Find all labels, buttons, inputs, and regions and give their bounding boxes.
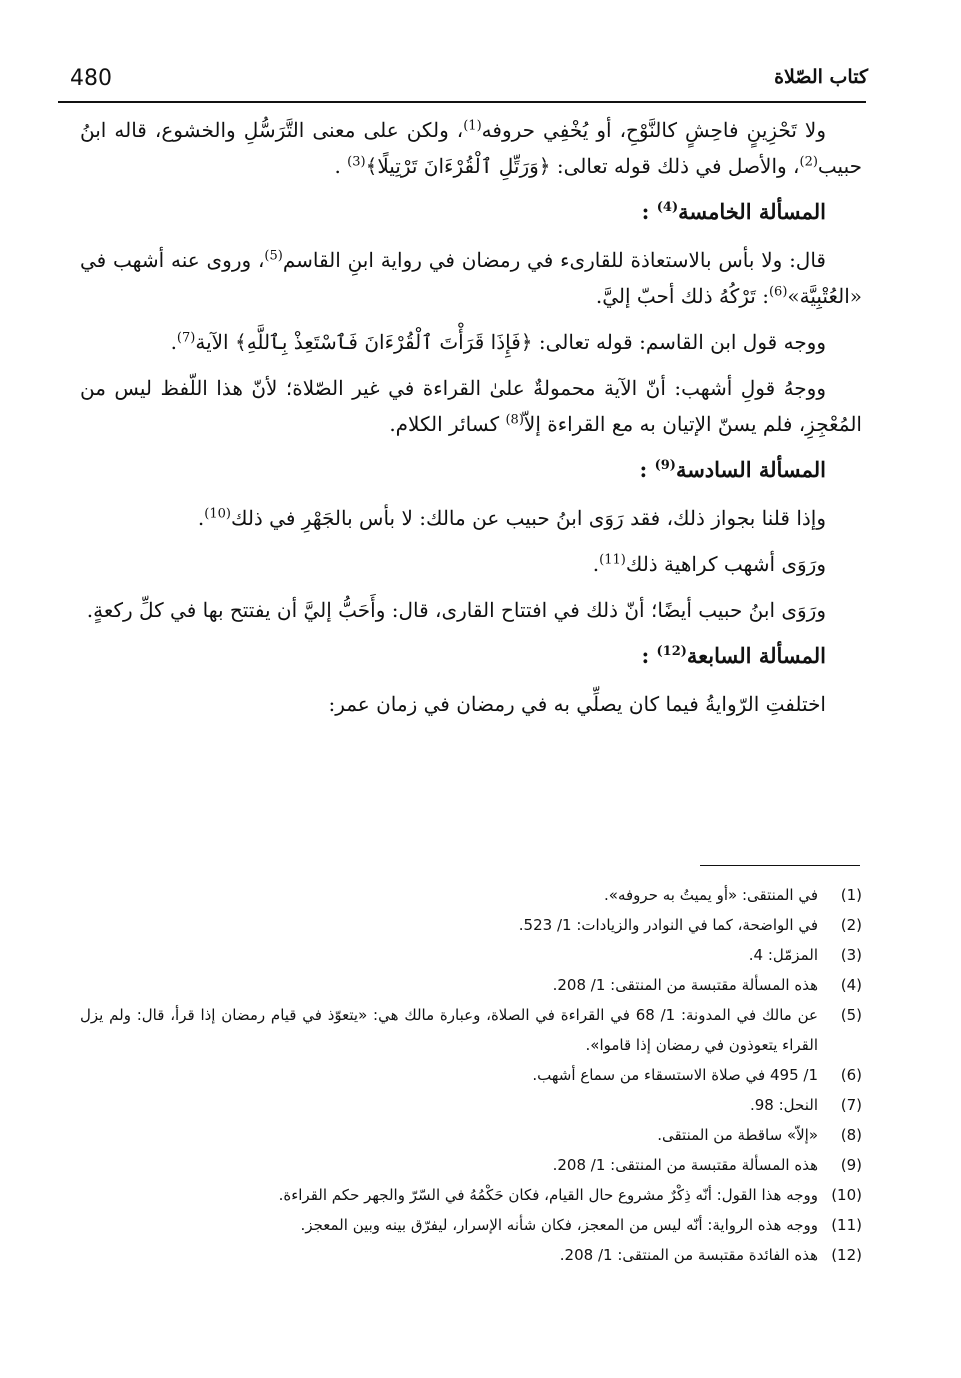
text-span: اختلفتِ الرّوايةُ فيما كان يصلِّي به في رمضان في زمان عمر: bbox=[328, 692, 826, 716]
footnote-text: المزمّل: 4. bbox=[748, 946, 818, 964]
footnote-number: (9) bbox=[840, 1156, 862, 1174]
section-heading-7 bbox=[80, 638, 862, 674]
footnote-7 bbox=[80, 1090, 862, 1120]
footnote-number: (4) bbox=[840, 976, 862, 994]
paragraph-8 bbox=[80, 686, 862, 722]
footnote-rule bbox=[700, 865, 860, 866]
footnotes bbox=[80, 880, 862, 1270]
footnote-5 bbox=[80, 1000, 862, 1060]
footnote-ref: (7) bbox=[176, 330, 196, 346]
text-span: قال: ولا بأس بالاستعاذة للقارىء في رمضان في رواية ابنِ القاسم bbox=[282, 248, 826, 272]
text-span: . bbox=[170, 330, 177, 354]
footnote-text: هذه المسألة مقتبسة من المنتقى: 1/ 208. bbox=[552, 976, 818, 994]
text-span: ، وروى عنه أشهب في «العُتْبِيَّة» bbox=[80, 248, 862, 308]
paragraph-2 bbox=[80, 242, 862, 314]
footnote-ref: (2) bbox=[799, 154, 818, 170]
page-number: 480 bbox=[70, 66, 112, 91]
footnote-number: (6) bbox=[840, 1066, 862, 1084]
footnote-text: 1/ 495 في صلاة الاستسقاء من سماع أشهب. bbox=[532, 1066, 818, 1084]
text-span: ورَوَى ابنُ حبيب أيضًا؛ أنّ ذلك في افتتاح القارى، قال: وأَحَبُّ إليَّ أن يفتتح بها في كلِّ ركعةٍ. bbox=[86, 598, 826, 622]
footnote-4 bbox=[80, 970, 862, 1000]
page-header bbox=[58, 66, 868, 100]
paragraph-6 bbox=[80, 546, 862, 582]
header-rule bbox=[58, 101, 866, 103]
text-span: : bbox=[639, 457, 655, 482]
heading-text: المسألة الخامسة bbox=[678, 199, 826, 224]
paragraph-7 bbox=[80, 592, 862, 628]
footnote-ref: (8) bbox=[505, 412, 524, 428]
paragraph-3 bbox=[80, 324, 862, 360]
text-span: ووجهُ قولِ أشهب: أنّ الآية محمولةٌ علىٰ القراءة في غير الصّلاة؛ لأنّ هذا اللّفظ ليس من المُعْجِزِ، فلم يسنّ الإتيان به مع القراءة إلاّ bbox=[80, 376, 862, 436]
footnote-6 bbox=[80, 1060, 862, 1090]
footnote-ref: (11) bbox=[599, 552, 626, 568]
footnote-ref: (6) bbox=[768, 284, 788, 300]
text-span: . bbox=[197, 506, 205, 530]
footnote-text: في الواضحة، كما في النوادر والزيادات: 1/ 523. bbox=[518, 916, 818, 934]
footnote-text: هذه الفائدة مقتبسة من المنتقى: 1/ 208. bbox=[559, 1246, 818, 1264]
footnote-text: في المنتقى: «أو يميتُ به حروفه». bbox=[604, 886, 818, 904]
text-span: . bbox=[592, 552, 600, 576]
text-span: كسائر الكلام. bbox=[389, 412, 506, 436]
footnote-9 bbox=[80, 1150, 862, 1180]
footnote-text: النحل: 98. bbox=[749, 1096, 818, 1114]
text-span: ووجه قول ابن القاسم: قوله تعالى: ﴿فَإِذَا قَرَأْتَ ٱلْقُرْءَانَ فَٱسْتَعِذْ بِٱللَّهِ﴾ الآية bbox=[195, 330, 826, 354]
footnote-ref: (1) bbox=[463, 118, 482, 134]
text-span: وإذا قلنا بجواز ذلك، فقد رَوَى ابنُ حبيب عن مالك: لا بأس بالجَهْرِ في ذلك bbox=[230, 506, 826, 530]
paragraph-4 bbox=[80, 370, 862, 442]
heading-text: المسألة السادسة bbox=[675, 457, 826, 482]
footnote-ref: (4) bbox=[656, 200, 679, 215]
footnote-2 bbox=[80, 910, 862, 940]
text-span: ، والأصل في ذلك قوله تعالى: ﴿وَرَتِّلِ ٱلْقُرْءَانَ تَرْتِيلًا﴾ bbox=[365, 154, 800, 178]
text-span: : bbox=[641, 199, 657, 224]
footnote-12 bbox=[80, 1240, 862, 1270]
footnote-text: هذه المسألة مقتبسة من المنتقى: 1/ 208. bbox=[552, 1156, 818, 1174]
text-span: ولا تَحْزِينٍ فاحِشٍ كالنَّوْحِ، أو يُخْفِي حروفه bbox=[481, 118, 826, 142]
footnote-text: ووجه هذه الرواية: أنّه ليس من المعجز، فكان شأنه الإسرار، ليفرّق بينه وبين المعجز. bbox=[300, 1216, 818, 1234]
footnote-1 bbox=[80, 880, 862, 910]
main-text bbox=[80, 112, 862, 732]
footnote-text: ووجه هذا القول: أنّه ذِكْرٌ مشروع حال القيام، فكان حَكْمُهُ في السّرّ والجهر حكم القراءة. bbox=[278, 1186, 818, 1204]
running-title: كتاب الصّلاة bbox=[774, 66, 868, 88]
text-span: : bbox=[641, 643, 657, 668]
text-span: ورَوَى أشهب كراهية ذلك bbox=[625, 552, 826, 576]
footnote-number: (11) bbox=[831, 1216, 862, 1234]
footnote-number: (5) bbox=[840, 1006, 862, 1024]
footnote-ref: (12) bbox=[656, 644, 687, 659]
footnote-number: (1) bbox=[840, 886, 862, 904]
footnote-ref: (5) bbox=[264, 248, 283, 264]
paragraph-5 bbox=[80, 500, 862, 536]
footnote-ref: (3) bbox=[347, 154, 366, 170]
footnote-3 bbox=[80, 940, 862, 970]
text-span: : تَرْكُهُ ذلك أحبّ إليَّ. bbox=[595, 284, 769, 308]
text-span: ، ولكن على معنى التَّرَسُّلِ والخشوع، قاله ابنُ حبيب bbox=[80, 118, 862, 178]
footnote-number: (3) bbox=[840, 946, 862, 964]
footnote-8 bbox=[80, 1120, 862, 1150]
footnote-number: (7) bbox=[840, 1096, 862, 1114]
footnote-10 bbox=[80, 1180, 862, 1210]
section-heading-6 bbox=[80, 452, 862, 488]
footnote-number: (8) bbox=[840, 1126, 862, 1144]
section-heading-5 bbox=[80, 194, 862, 230]
footnote-number: (10) bbox=[831, 1186, 862, 1204]
footnote-number: (2) bbox=[840, 916, 862, 934]
heading-text: المسألة السابعة bbox=[686, 643, 826, 668]
footnote-text: عن مالك في المدونة: 1/ 68 في القراءة في الصلاة، وعبارة مالك هي: «يتعوّذ في قيام رمضان إذا قرأ، قال: ولم يزل القراء يتعوذون في رمضان إذا قاموا». bbox=[80, 1006, 818, 1054]
footnote-ref: (10) bbox=[204, 506, 231, 522]
footnote-number: (12) bbox=[831, 1246, 862, 1264]
paragraph-1 bbox=[80, 112, 862, 184]
footnote-11 bbox=[80, 1210, 862, 1240]
footnote-ref: (9) bbox=[654, 458, 676, 473]
footnote-text: «إلاّ» ساقطة من المنتقى. bbox=[657, 1126, 818, 1144]
text-span: . bbox=[334, 154, 348, 178]
